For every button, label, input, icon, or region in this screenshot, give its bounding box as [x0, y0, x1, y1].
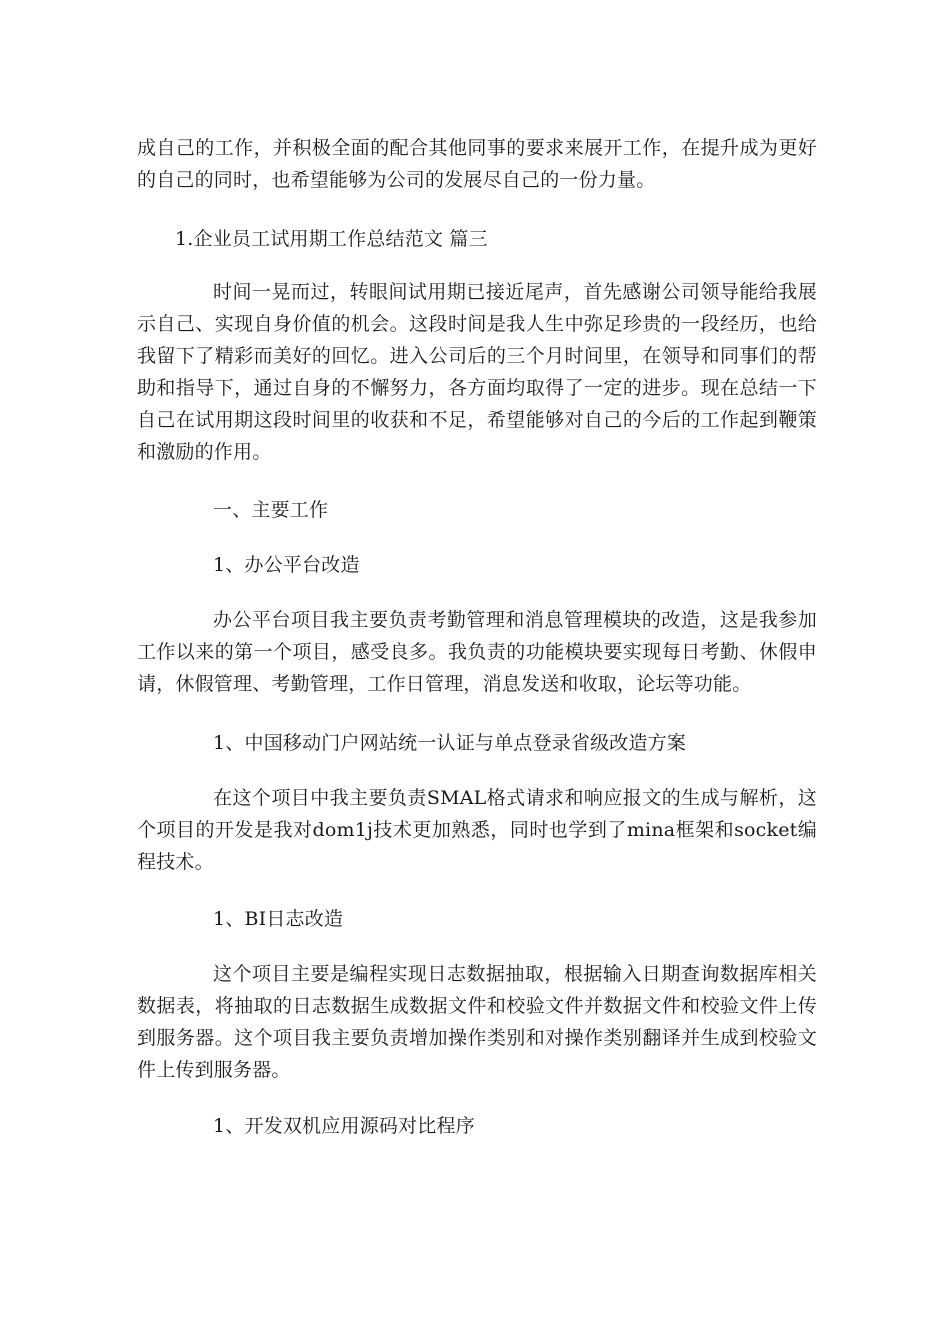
- paragraph-china-mobile: 在这个项目中我主要负责SMAL格式请求和响应报文的生成与解析，这个项目的开发是我对dom1j技术更加熟悉，同时也学到了mina框架和socket编程技术。: [137, 787, 817, 873]
- paragraph-office-platform: 办公平台项目我主要负责考勤管理和消息管理模块的改造，这是我参加工作以来的第一个项目，感受良多。我负责的功能模块要实现每日考勤、休假申请，休假管理、考勤管理，工作日管理，消息发送和收取，论坛等功能。: [137, 609, 817, 695]
- heading-bi-log: 1、BI日志改造: [213, 908, 344, 930]
- paragraph-continuation: 成自己的工作，并积极全面的配合其他同事的要求来展开工作，在提升成为更好的自己的同时，也希望能够为公司的发展尽自己的一份力量。: [137, 137, 817, 191]
- heading-office-platform: 1、办公平台改造: [213, 554, 360, 576]
- heading-china-mobile: 1、中国移动门户网站统一认证与单点登录省级改造方案: [213, 732, 687, 754]
- paragraph-intro: 时间一晃而过，转眼间试用期已接近尾声，首先感谢公司领导能给我展示自己、实现自身价值的机会。这段时间是我人生中弥足珍贵的一段经历，也给我留下了精彩而美好的回忆。进入公司后的三个月时间里，在领导和同事们的帮助和指导下，通过自身的不懈努力，各方面均取得了一定的进步。现在总结一下自己在试用期这段时间里的收获和不足，希望能够对自己的今后的工作起到鞭策和激励的作用。: [137, 281, 817, 463]
- section-title: 1.企业员工试用期工作总结范文 篇三: [175, 228, 488, 250]
- heading-source-compare: 1、开发双机应用源码对比程序: [213, 1115, 475, 1137]
- heading-main-work: 一、主要工作: [213, 499, 329, 521]
- paragraph-bi-log: 这个项目主要是编程实现日志数据抽取，根据输入日期查询数据库相关数据表，将抽取的日志数据生成数据文件和校验文件并数据文件和校验文件上传到服务器。这个项目我主要负责增加操作类别和对操作类别翻译并生成到校验文件上传到服务器。: [137, 963, 817, 1081]
